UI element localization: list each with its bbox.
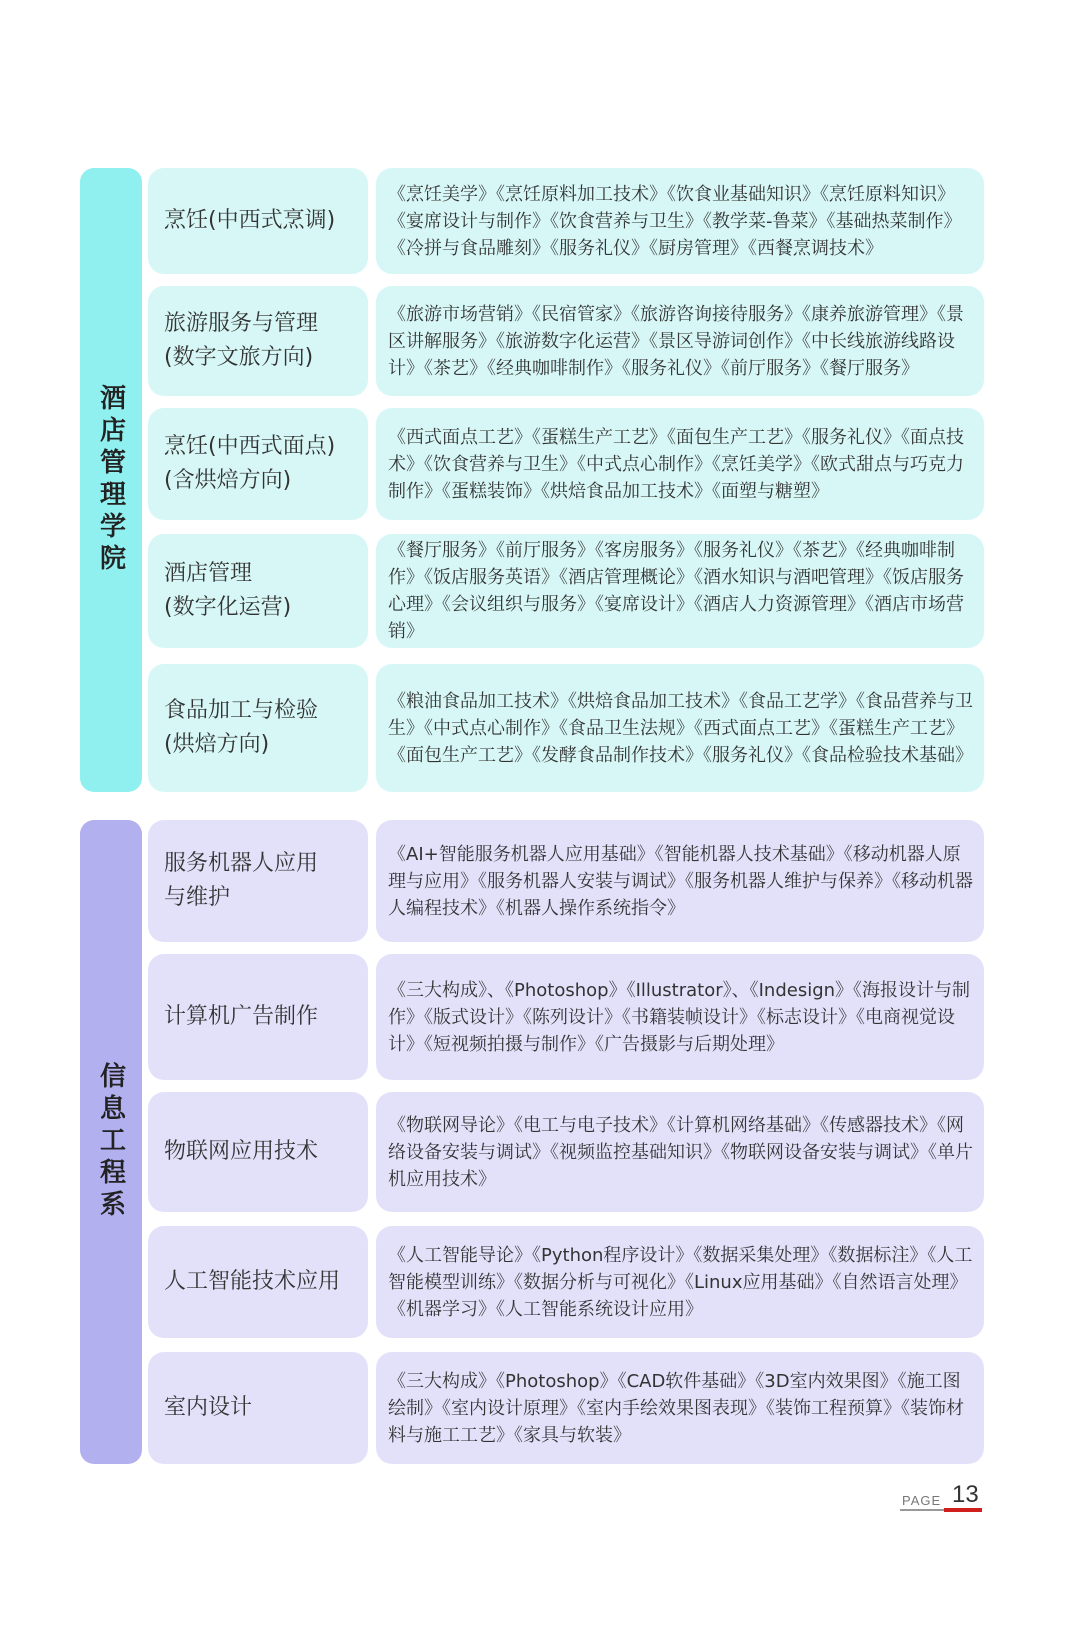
department-name: 酒店管理学院 (95, 384, 126, 576)
course-list: 《AI+智能服务机器人应用基础》《智能机器人技术基础》《移动机器人原理与应用》《服务机器人安装与调试》《服务机器人维护与保养》《移动机器人编程技术》《机器人操作系统指令》 (376, 820, 984, 942)
course-list: 《餐厅服务》《前厅服务》《客房服务》《服务礼仪》《茶艺》《经典咖啡制作》《饭店服务英语》《酒店管理概论》《酒水知识与酒吧管理》《饭店服务心理》《会议组织与服务》《宴席设计》《酒店人力资源管理》《酒店市场营销》 (376, 534, 984, 648)
page-label: PAGE (902, 1493, 942, 1508)
course-list: 《物联网导论》《电工与电子技术》《计算机网络基础》《传感器技术》《网络设备安装与调试》《视频监控基础知识》《物联网设备安装与调试》《单片机应用技术》 (376, 1092, 984, 1212)
course-list: 《烹饪美学》《烹饪原料加工技术》《饮食业基础知识》《烹饪原料知识》《宴席设计与制作》《饮食营养与卫生》《教学菜-鲁菜》《基础热菜制作》《冷拼与食品雕刻》《服务礼仪》《厨房管理》《西餐烹调技术》 (376, 168, 984, 274)
course-list: 《粮油食品加工技术》《烘焙食品加工技术》《食品工艺学》《食品营养与卫生》《中式点心制作》《食品卫生法规》《西式面点工艺》《蛋糕生产工艺》《面包生产工艺》《发酵食品制作技术》《服务礼仪》《食品检验技术基础》 (376, 664, 984, 792)
page-number: 13 (952, 1481, 979, 1508)
major-name-line: 人工智能技术应用 (164, 1269, 341, 1294)
course-list: 《三大构成》《Photoshop》《CAD软件基础》《3D室内效果图》《施工图绘制》《室内设计原理》《室内手绘效果图表现》《装饰工程预算》《装饰材料与施工工艺》《家具与软装》 (376, 1352, 984, 1464)
major-name-box (148, 1092, 368, 1212)
major-name-line: 计算机广告制作 (164, 1004, 319, 1029)
major-name-line: (烘焙方向) (164, 732, 270, 757)
major-name-box (148, 1226, 368, 1338)
major-name-line: 室内设计 (164, 1395, 253, 1420)
page-underline-red (944, 1508, 982, 1512)
department-label-box (80, 168, 142, 792)
major-name-box (148, 534, 368, 648)
major-name-line: 烹饪(中西式烹调) (164, 208, 336, 233)
department-label-box (80, 820, 142, 1464)
major-name-line: 服务机器人应用 (164, 851, 319, 876)
major-name-box (148, 1352, 368, 1464)
department-section-hotel (80, 168, 973, 792)
page-underline-gray (900, 1509, 944, 1511)
course-list: 《西式面点工艺》《蛋糕生产工艺》《面包生产工艺》《服务礼仪》《面点技术》《饮食营养与卫生》《中式点心制作》《烹饪美学》《欧式甜点与巧克力制作》《蛋糕装饰》《烘焙食品加工技术》《面塑与糖塑》 (376, 408, 984, 520)
major-name-line: 旅游服务与管理 (164, 311, 319, 336)
major-name-box (148, 286, 368, 396)
major-name-line: 酒店管理 (164, 561, 253, 586)
page-footer (900, 1483, 984, 1511)
course-list: 《三大构成》、《Photoshop》《Illustrator》、《Indesign》《海报设计与制作》《版式设计》《陈列设计》《书籍装帧设计》《标志设计》《电商视觉设计》《短视频拍摄与制作》《广告摄影与后期处理》 (376, 954, 984, 1080)
course-list: 《旅游市场营销》《民宿管家》《旅游咨询接待服务》《康养旅游管理》《景区讲解服务》《旅游数字化运营》《景区导游词创作》《中长线旅游线路设计》《茶艺》《经典咖啡制作》《服务礼仪》《前厅服务》《餐厅服务》 (376, 286, 984, 396)
major-name-line: 与维护 (164, 885, 231, 910)
major-name-box (148, 664, 368, 792)
major-name-box (148, 408, 368, 520)
major-name-line: 烹饪(中西式面点) (164, 434, 336, 459)
major-name-box (148, 820, 368, 942)
department-name: 信息工程系 (95, 1062, 126, 1222)
department-section-info (80, 820, 973, 1464)
major-name-line: 物联网应用技术 (164, 1139, 319, 1164)
major-name-line: 食品加工与检验 (164, 698, 319, 723)
major-name-box (148, 168, 368, 274)
major-name-line: (含烘焙方向) (164, 468, 292, 493)
course-list: 《人工智能导论》《Python程序设计》《数据采集处理》《数据标注》《人工智能模型训练》《数据分析与可视化》《Linux应用基础》《自然语言处理》《机器学习》《人工智能系统设计应用》 (376, 1226, 984, 1338)
major-name-line: (数字文旅方向) (164, 345, 314, 370)
major-name-box (148, 954, 368, 1080)
major-name-line: (数字化运营) (164, 595, 292, 620)
